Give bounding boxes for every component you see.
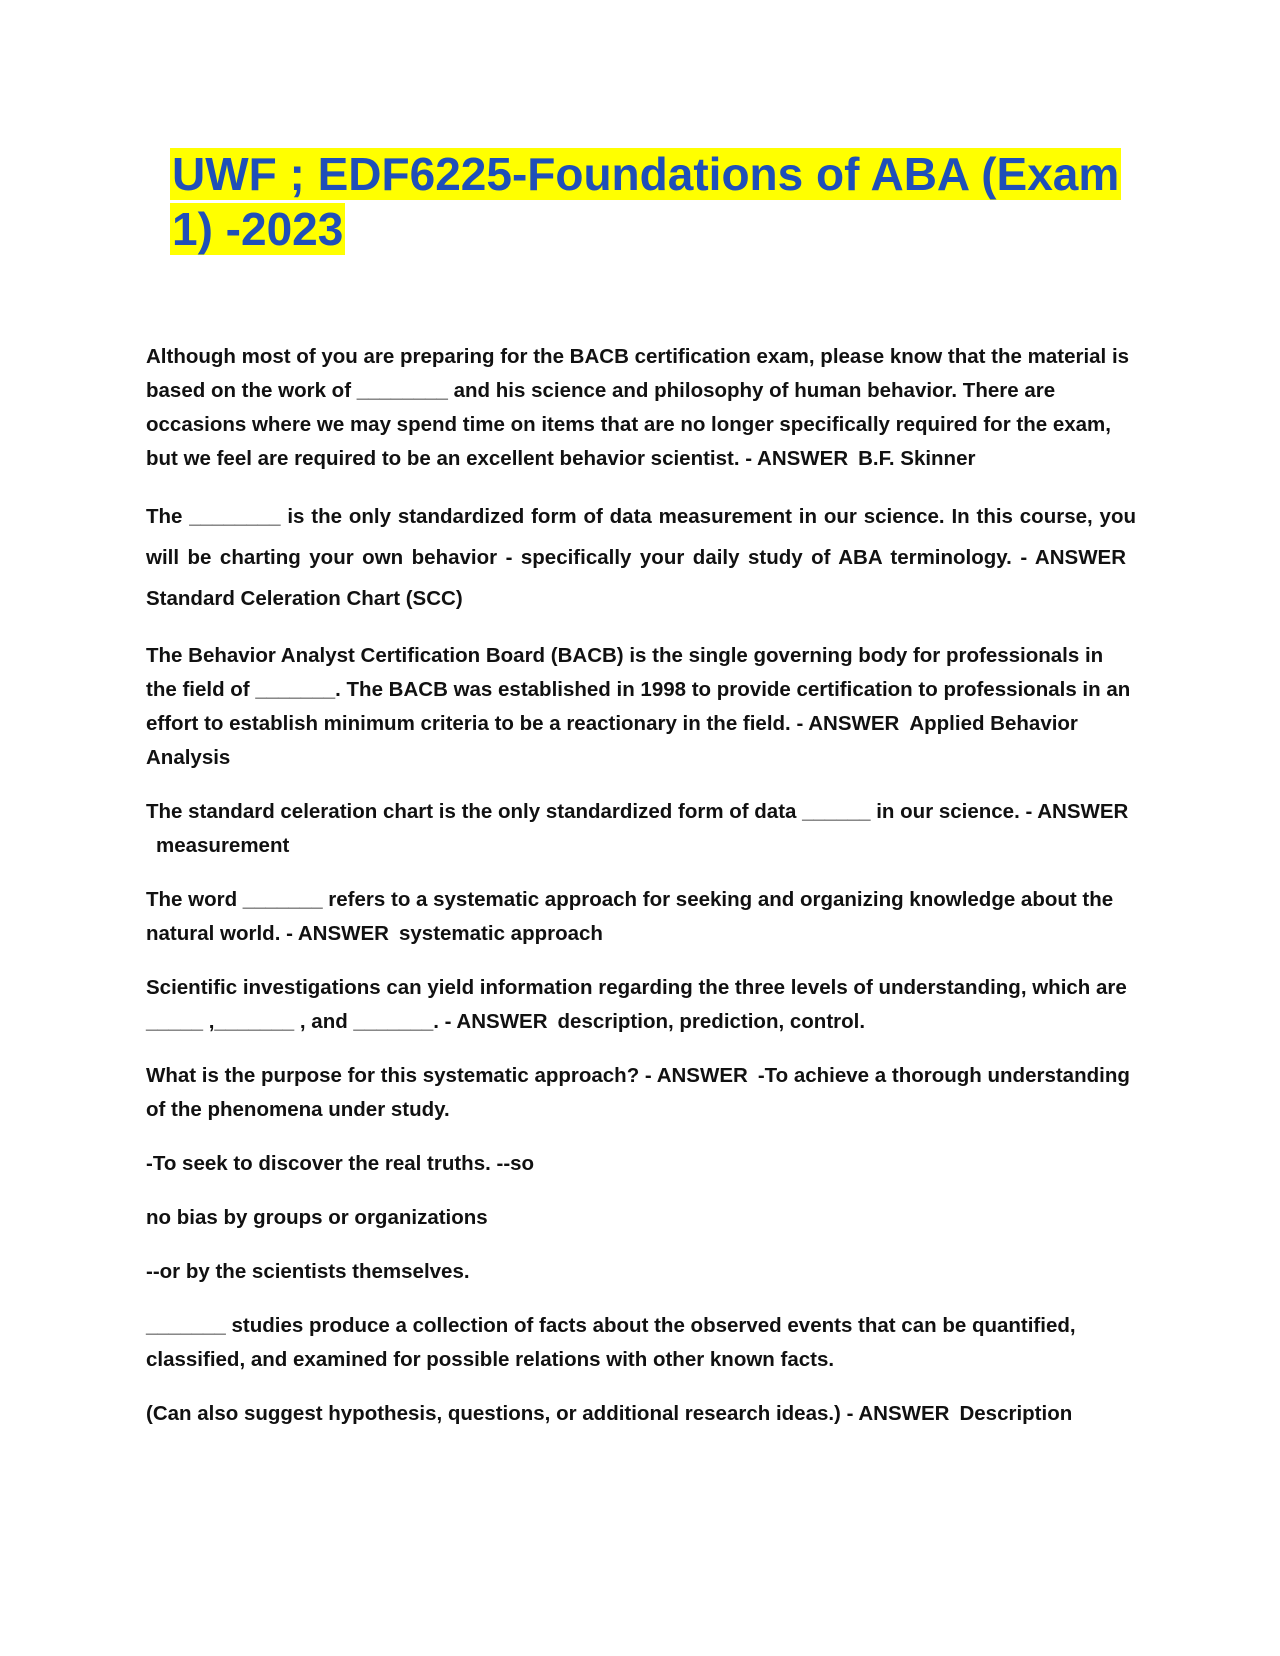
qa-answer-label: ANSWER	[656, 1064, 748, 1087]
qa-answer-label: ANSWER	[757, 447, 849, 470]
qa-item-6	[146, 971, 1136, 1039]
qa-question: (Can also suggest hypothesis, questions, or additional research ideas.) -	[146, 1402, 854, 1425]
qa-question: Scientific investigations can yield information regarding the three levels of understanding, which are _____ ,_______ , and _______. -	[146, 976, 1127, 1033]
qa-item-7	[146, 1059, 1136, 1127]
qa-answer: description, prediction, control.	[557, 1010, 866, 1033]
qa-answer-label: ANSWER	[456, 1010, 548, 1033]
qa-answer: Applied Behavior Analysis	[146, 712, 1078, 769]
qa-question: The standard celeration chart is the only standardized form of data ______ in our science. -	[146, 800, 1033, 823]
qa-answer-label: ANSWER	[858, 1402, 950, 1425]
qa-item-1	[146, 340, 1136, 476]
qa-answer: systematic approach	[398, 922, 603, 945]
qa-item-last	[146, 1397, 1136, 1431]
qa-answer-label: ANSWER	[297, 922, 389, 945]
qa-answer: Standard Celeration Chart (SCC)	[146, 587, 463, 610]
text-line: _______ studies produce a collection of facts about the observed events that can be quantified, classified, and examined for possible relations with other known facts.	[146, 1314, 1076, 1371]
qa-question: The Behavior Analyst Certification Board (BACB) is the single governing body for professionals in the field of _______. The BACB was established in 1998 to provide certification to professionals in an effort to establish minimum criteria to be a reactionary in the field. -	[146, 644, 1131, 735]
qa-item-3	[146, 639, 1136, 775]
text-line: -To seek to discover the real truths. --so	[146, 1152, 535, 1175]
qa-answer: -To achieve a thorough understanding of the phenomena under study.	[146, 1064, 1130, 1121]
title-highlight: UWF ; EDF6225-Foundations of ABA (Exam 1) -2023	[172, 148, 1120, 255]
qa-question: The ________ is the only standardized form of data measurement in our science. In this course, you will be charting your own behavior - specifically your daily study of ABA terminology. -	[146, 505, 1136, 569]
qa-answer-label: ANSWER	[808, 712, 900, 735]
qa-item-2	[146, 496, 1136, 619]
qa-item-4	[146, 795, 1136, 863]
qa-answer: Description	[959, 1402, 1073, 1425]
qa-answer-label: ANSWER	[1034, 546, 1127, 569]
text-line: --or by the scientists themselves.	[146, 1260, 470, 1283]
qa-item-5	[146, 883, 1136, 951]
qa-question: Although most of you are preparing for the BACB certification exam, please know that the material is based on the work of ________ and his science and philosophy of human behavior. There are occasions where we may spend time on items that are no longer specifically required for the exam, but we feel are required to be an excellent behavior scientist. -	[146, 345, 1130, 470]
qa-answer: measurement	[156, 834, 290, 857]
text-line: no bias by groups or organizations	[146, 1206, 488, 1229]
qa-answer: B.F. Skinner	[858, 447, 976, 470]
document-body	[146, 340, 1136, 1451]
document-title	[170, 147, 1130, 257]
qa-answer-label: ANSWER	[1037, 800, 1129, 823]
qa-question: The word _______ refers to a systematic approach for seeking and organizing knowledge about the natural world. -	[146, 888, 1114, 945]
qa-question: What is the purpose for this systematic approach? -	[146, 1064, 652, 1087]
